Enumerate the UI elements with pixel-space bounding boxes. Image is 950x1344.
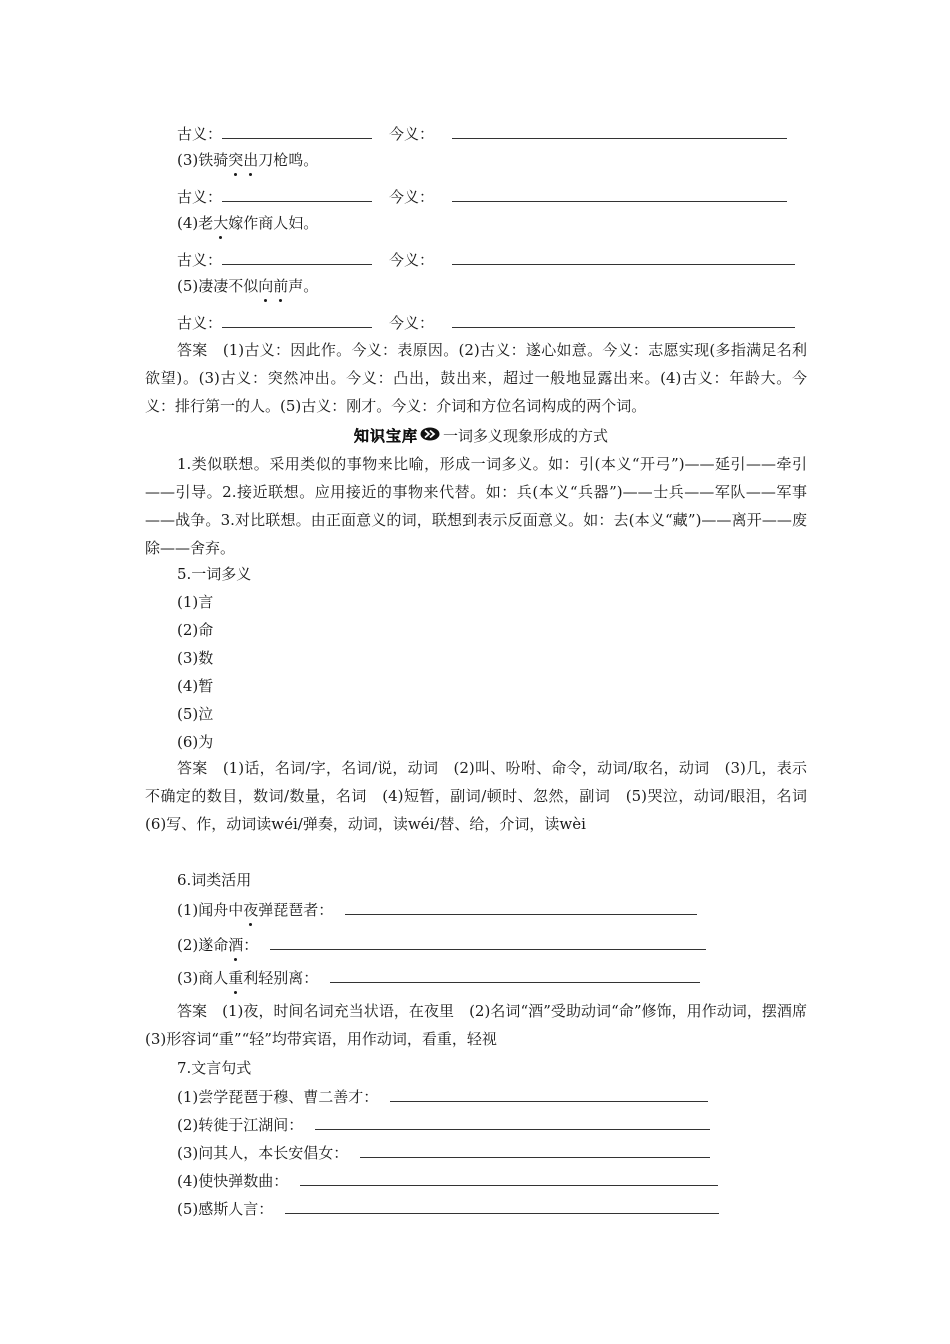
- answer-blank[interactable]: [315, 1115, 710, 1130]
- answer-blank[interactable]: [345, 900, 697, 915]
- dotted-char: 大: [213, 214, 229, 232]
- question-item-q7-3: (3)问其人，本长安倡女：: [177, 1143, 710, 1163]
- knowledge-bank-heading: [354, 424, 608, 446]
- jin-yi-blank[interactable]: [452, 187, 787, 202]
- answer-blank[interactable]: [285, 1199, 719, 1214]
- dotted-char: 酒: [228, 936, 244, 954]
- gu-yi-blank[interactable]: [222, 313, 372, 328]
- answer-label: 答案: [177, 759, 208, 777]
- answer-blank[interactable]: [360, 1143, 710, 1158]
- gu-yi-row-2: [177, 124, 787, 144]
- question-item-q6-1: (1)闻舟中夜弹琵琶者：: [177, 900, 697, 920]
- dotted-char: 突: [228, 151, 244, 169]
- answer-paragraph-q4: [145, 336, 807, 420]
- list-item: (6)为: [177, 733, 214, 751]
- gu-yi-label: 古义：: [177, 188, 223, 206]
- question-item-q7-5: (5)感斯人言：: [177, 1199, 719, 1219]
- gu-yi-blank[interactable]: [222, 187, 372, 202]
- answer-paragraph-q5: [145, 754, 823, 838]
- list-item: (1)言: [177, 593, 214, 611]
- jin-yi-label: 今义：: [389, 314, 435, 332]
- question-item-5: (5)凄凄不似向前声。: [177, 277, 319, 295]
- question-item-q6-3: (3)商人重利轻别离：: [177, 968, 700, 988]
- jin-yi-blank[interactable]: [452, 124, 787, 139]
- section-title-q6: 6.词类活用: [177, 871, 252, 889]
- gu-yi-row-5: [177, 313, 795, 333]
- gu-yi-row-4: [177, 250, 795, 270]
- answer-blank[interactable]: [270, 935, 706, 950]
- question-item-q7-1: (1)尝学琵琶于穆、曹二善才：: [177, 1087, 708, 1107]
- jin-yi-label: 今义：: [389, 188, 435, 206]
- knowledge-bank-badge: 知识宝库: [354, 426, 419, 445]
- list-item: (4)暂: [177, 677, 214, 695]
- question-item-4: (4)老大嫁作商人妇。: [177, 214, 319, 232]
- section-title-q5: 5.一词多义: [177, 565, 252, 583]
- section-title-q7: 7.文言句式: [177, 1059, 252, 1077]
- answer-blank[interactable]: [330, 968, 700, 983]
- jin-yi-blank[interactable]: [452, 250, 795, 265]
- dotted-char: 前: [273, 277, 289, 295]
- dotted-char: 重: [228, 969, 244, 987]
- list-item: (5)泣: [177, 705, 214, 723]
- gu-yi-row-3: [177, 187, 787, 207]
- jin-yi-label: 今义：: [389, 251, 435, 269]
- answer-paragraph-q6: [145, 997, 822, 1053]
- answer-text: (1)古义：因此作。今义：表原因。(2)古义：遂心如意。今义：志愿实现(多指满足名利欲望)。(3)古义：突然冲出。今义：凸出，鼓出来，超过一般地显露出来。(4)古义：年龄大。今义：排行第一的人。(5)古义：刚才。今义：介词和方位名词构成的两个词。: [145, 341, 807, 415]
- dotted-char: 向: [258, 277, 274, 295]
- question-item-q7-2: (2)转徙于江湖间：: [177, 1115, 710, 1135]
- question-item-3: (3)铁骑突出刀枪鸣。: [177, 151, 319, 169]
- dotted-char: 夜: [243, 901, 259, 919]
- answer-text: (1)夜，时间名词充当状语，在夜里 (2)名词“酒”受助动词“命”修饰，用作动词，摆酒席 (3)形容词“重”“轻”均带宾语，用作动词，看重，轻视: [145, 1002, 822, 1048]
- answer-label: 答案: [177, 341, 208, 359]
- double-chevron-icon: [420, 426, 440, 445]
- list-item: (3)数: [177, 649, 214, 667]
- answer-blank[interactable]: [390, 1087, 708, 1102]
- gu-yi-label: 古义：: [177, 251, 223, 269]
- jin-yi-label: 今义：: [389, 125, 435, 143]
- gu-yi-blank[interactable]: [222, 250, 372, 265]
- gu-yi-label: 古义：: [177, 314, 223, 332]
- knowledge-bank-title: 一词多义现象形成的方式: [443, 426, 609, 445]
- question-item-q6-2: (2)遂命酒：: [177, 935, 706, 955]
- answer-blank[interactable]: [300, 1171, 718, 1186]
- list-item: (2)命: [177, 621, 214, 639]
- gu-yi-label: 古义：: [177, 125, 223, 143]
- gu-yi-blank[interactable]: [222, 124, 372, 139]
- answer-label: 答案: [177, 1002, 208, 1020]
- knowledge-bank-body: 1.类似联想。采用类似的事物来比喻，形成一词多义。如：引(本义“开弓”)——延引——牵引——引导。2.接近联想。应用接近的事物来代替。如：兵(本义“兵器”)——士兵——军队——军事——战争。3.对比联想。由正面意义的词，联想到表示反面意义。如：去(本义“藏”)——离开——废除——舍弃。: [145, 455, 807, 557]
- dotted-char: 出: [243, 151, 259, 169]
- question-item-q7-4: (4)使快弹数曲：: [177, 1171, 718, 1191]
- answer-text: (1)话，名词/字，名词/说，动词 (2)叫、吩咐、命令，动词/取名，动词 (3)几，表示不确定的数目，数词/数量，名词 (4)短暂，副词/顿时、忽然，副词 (5)哭泣，动词/眼泪，名词 (6)写、作，动词读wéi/弹奏，动词，读wéi/替、给，介词，读wèi: [145, 759, 823, 833]
- jin-yi-blank[interactable]: [452, 313, 795, 328]
